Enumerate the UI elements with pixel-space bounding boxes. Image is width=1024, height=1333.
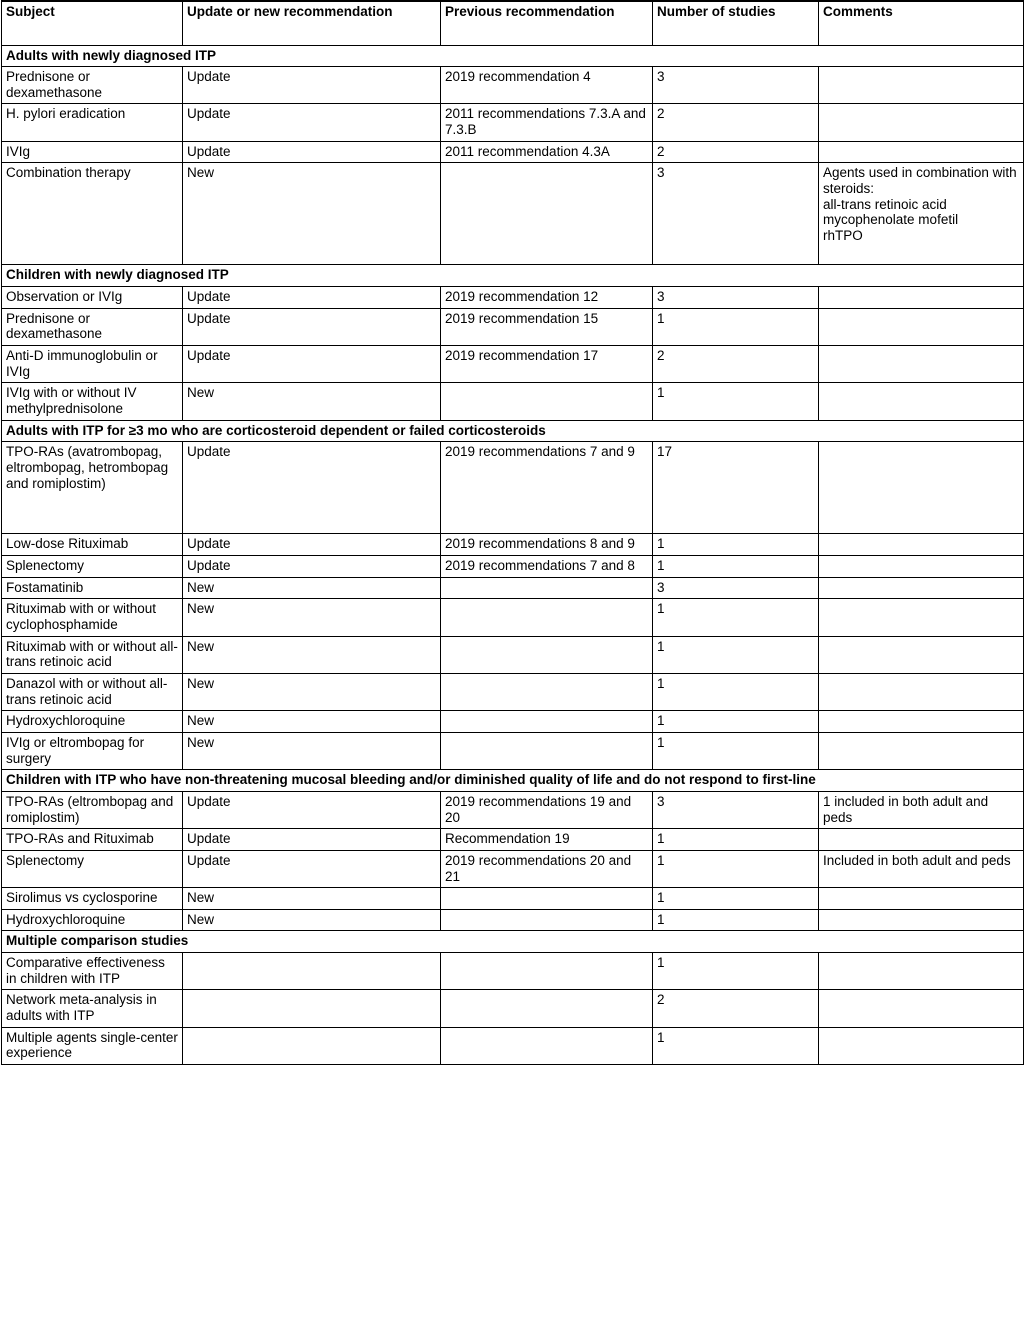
table-row bbox=[2, 67, 1024, 104]
cell-previous-recommendation bbox=[441, 673, 653, 710]
cell-update-or-new-recommendation: New bbox=[183, 732, 441, 769]
cell-update-or-new-recommendation: New bbox=[183, 888, 441, 910]
cell-subject: Danazol with or without all-trans retinoic acid bbox=[2, 673, 183, 710]
table-row bbox=[2, 636, 1024, 673]
cell-previous-recommendation: 2019 recommendations 7 and 8 bbox=[441, 556, 653, 578]
cell-number-of-studies: 1 bbox=[653, 599, 819, 636]
cell-previous-recommendation: 2011 recommendations 7.3.A and 7.3.B bbox=[441, 104, 653, 141]
cell-previous-recommendation: 2019 recommendation 15 bbox=[441, 308, 653, 345]
cell-comments bbox=[819, 829, 1024, 851]
cell-update-or-new-recommendation: Update bbox=[183, 308, 441, 345]
table-row bbox=[2, 909, 1024, 931]
table-body bbox=[2, 45, 1024, 1065]
cell-number-of-studies: 1 bbox=[653, 308, 819, 345]
cell-subject: Combination therapy bbox=[2, 163, 183, 265]
table-row bbox=[2, 534, 1024, 556]
cell-update-or-new-recommendation: Update bbox=[183, 104, 441, 141]
column-header-comments: Comments bbox=[819, 1, 1024, 45]
section-label: Multiple comparison studies bbox=[2, 931, 1024, 953]
cell-subject: Sirolimus vs cyclosporine bbox=[2, 888, 183, 910]
cell-number-of-studies: 1 bbox=[653, 850, 819, 887]
cell-number-of-studies: 1 bbox=[653, 829, 819, 851]
table-row bbox=[2, 673, 1024, 710]
table-row bbox=[2, 346, 1024, 383]
cell-number-of-studies: 2 bbox=[653, 141, 819, 163]
cell-subject: TPO-RAs and Rituximab bbox=[2, 829, 183, 851]
cell-comments bbox=[819, 534, 1024, 556]
cell-comments bbox=[819, 732, 1024, 769]
table-section-row bbox=[2, 265, 1024, 287]
cell-subject: Rituximab with or without all-trans retinoic acid bbox=[2, 636, 183, 673]
cell-previous-recommendation bbox=[441, 636, 653, 673]
cell-number-of-studies: 1 bbox=[653, 711, 819, 733]
cell-previous-recommendation bbox=[441, 990, 653, 1027]
table-row bbox=[2, 577, 1024, 599]
section-label: Adults with ITP for ≥3 mo who are corticosteroid dependent or failed corticosteroids bbox=[2, 420, 1024, 442]
cell-comments bbox=[819, 383, 1024, 420]
table-row bbox=[2, 141, 1024, 163]
table-section-row bbox=[2, 420, 1024, 442]
table-section-row bbox=[2, 931, 1024, 953]
cell-number-of-studies: 3 bbox=[653, 163, 819, 265]
cell-previous-recommendation: Recommendation 19 bbox=[441, 829, 653, 851]
cell-previous-recommendation bbox=[441, 909, 653, 931]
cell-comments bbox=[819, 599, 1024, 636]
column-header-update-or-new-recommendation: Update or new recommendation bbox=[183, 1, 441, 45]
cell-subject: Rituximab with or without cyclophosphamide bbox=[2, 599, 183, 636]
cell-comments bbox=[819, 577, 1024, 599]
cell-previous-recommendation bbox=[441, 1027, 653, 1064]
cell-subject: Splenectomy bbox=[2, 556, 183, 578]
cell-number-of-studies: 1 bbox=[653, 383, 819, 420]
cell-subject: TPO-RAs (eltrombopag and romiplostim) bbox=[2, 791, 183, 828]
cell-comments bbox=[819, 104, 1024, 141]
cell-comments bbox=[819, 888, 1024, 910]
cell-previous-recommendation: 2019 recommendations 7 and 9 bbox=[441, 442, 653, 534]
cell-number-of-studies: 17 bbox=[653, 442, 819, 534]
cell-update-or-new-recommendation: Update bbox=[183, 442, 441, 534]
cell-previous-recommendation: 2019 recommendations 8 and 9 bbox=[441, 534, 653, 556]
section-label: Adults with newly diagnosed ITP bbox=[2, 45, 1024, 67]
cell-update-or-new-recommendation: Update bbox=[183, 556, 441, 578]
cell-previous-recommendation: 2019 recommendations 20 and 21 bbox=[441, 850, 653, 887]
cell-number-of-studies: 1 bbox=[653, 673, 819, 710]
cell-previous-recommendation bbox=[441, 953, 653, 990]
cell-subject: Splenectomy bbox=[2, 850, 183, 887]
cell-number-of-studies: 3 bbox=[653, 791, 819, 828]
table-row bbox=[2, 308, 1024, 345]
cell-comments bbox=[819, 141, 1024, 163]
cell-number-of-studies: 2 bbox=[653, 104, 819, 141]
cell-update-or-new-recommendation: Update bbox=[183, 141, 441, 163]
table-row bbox=[2, 383, 1024, 420]
cell-comments bbox=[819, 1027, 1024, 1064]
cell-subject: Low-dose Rituximab bbox=[2, 534, 183, 556]
table-row bbox=[2, 888, 1024, 910]
cell-number-of-studies: 1 bbox=[653, 1027, 819, 1064]
cell-update-or-new-recommendation: New bbox=[183, 909, 441, 931]
cell-comments bbox=[819, 346, 1024, 383]
cell-subject: Hydroxychloroquine bbox=[2, 711, 183, 733]
cell-comments: Agents used in combination with steroids: all-trans retinoic acid mycophenolate mofetil rhTPO bbox=[819, 163, 1024, 265]
cell-previous-recommendation bbox=[441, 599, 653, 636]
table-row bbox=[2, 711, 1024, 733]
cell-subject: IVIg or eltrombopag for surgery bbox=[2, 732, 183, 769]
cell-subject: Observation or IVIg bbox=[2, 287, 183, 309]
cell-comments bbox=[819, 287, 1024, 309]
column-header-previous-recommendation: Previous recommendation bbox=[441, 1, 653, 45]
cell-number-of-studies: 3 bbox=[653, 287, 819, 309]
table-row bbox=[2, 829, 1024, 851]
table-row bbox=[2, 1027, 1024, 1064]
cell-update-or-new-recommendation: New bbox=[183, 577, 441, 599]
cell-comments bbox=[819, 308, 1024, 345]
cell-subject: Comparative effectiveness in children with ITP bbox=[2, 953, 183, 990]
table-section-row bbox=[2, 770, 1024, 792]
table-row bbox=[2, 732, 1024, 769]
table-row bbox=[2, 442, 1024, 534]
cell-number-of-studies: 1 bbox=[653, 909, 819, 931]
cell-number-of-studies: 1 bbox=[653, 556, 819, 578]
table-row bbox=[2, 990, 1024, 1027]
cell-comments bbox=[819, 67, 1024, 104]
cell-subject: IVIg bbox=[2, 141, 183, 163]
cell-update-or-new-recommendation: New bbox=[183, 599, 441, 636]
cell-subject: IVIg with or without IV methylprednisolone bbox=[2, 383, 183, 420]
cell-previous-recommendation bbox=[441, 732, 653, 769]
recommendations-table bbox=[1, 0, 1024, 1065]
table-row bbox=[2, 556, 1024, 578]
cell-number-of-studies: 2 bbox=[653, 346, 819, 383]
cell-number-of-studies: 3 bbox=[653, 67, 819, 104]
column-header-subject: Subject bbox=[2, 1, 183, 45]
column-header-number-of-studies: Number of studies bbox=[653, 1, 819, 45]
cell-number-of-studies: 1 bbox=[653, 953, 819, 990]
cell-comments bbox=[819, 673, 1024, 710]
cell-number-of-studies: 3 bbox=[653, 577, 819, 599]
table-row bbox=[2, 287, 1024, 309]
cell-subject: Network meta-analysis in adults with ITP bbox=[2, 990, 183, 1027]
cell-previous-recommendation bbox=[441, 577, 653, 599]
table-row bbox=[2, 953, 1024, 990]
cell-comments bbox=[819, 556, 1024, 578]
cell-update-or-new-recommendation: New bbox=[183, 711, 441, 733]
cell-previous-recommendation bbox=[441, 383, 653, 420]
cell-subject: Fostamatinib bbox=[2, 577, 183, 599]
cell-previous-recommendation: 2019 recommendations 19 and 20 bbox=[441, 791, 653, 828]
cell-previous-recommendation bbox=[441, 163, 653, 265]
cell-comments: Included in both adult and peds bbox=[819, 850, 1024, 887]
cell-update-or-new-recommendation: Update bbox=[183, 791, 441, 828]
table-row bbox=[2, 163, 1024, 265]
cell-previous-recommendation bbox=[441, 711, 653, 733]
cell-update-or-new-recommendation: Update bbox=[183, 346, 441, 383]
cell-subject: TPO-RAs (avatrombopag, eltrombopag, hetrombopag and romiplostim) bbox=[2, 442, 183, 534]
cell-comments bbox=[819, 953, 1024, 990]
cell-update-or-new-recommendation bbox=[183, 990, 441, 1027]
cell-comments bbox=[819, 909, 1024, 931]
section-label: Children with newly diagnosed ITP bbox=[2, 265, 1024, 287]
section-label: Children with ITP who have non-threatening mucosal bleeding and/or diminished quality of life and do not respond to first-line bbox=[2, 770, 1024, 792]
table-header-row bbox=[2, 1, 1024, 45]
cell-update-or-new-recommendation: Update bbox=[183, 67, 441, 104]
cell-subject: Anti-D immunoglobulin or IVIg bbox=[2, 346, 183, 383]
cell-previous-recommendation bbox=[441, 888, 653, 910]
cell-number-of-studies: 1 bbox=[653, 888, 819, 910]
cell-number-of-studies: 1 bbox=[653, 732, 819, 769]
cell-comments bbox=[819, 711, 1024, 733]
cell-comments bbox=[819, 442, 1024, 534]
cell-update-or-new-recommendation: New bbox=[183, 383, 441, 420]
cell-update-or-new-recommendation bbox=[183, 953, 441, 990]
cell-update-or-new-recommendation: Update bbox=[183, 850, 441, 887]
cell-number-of-studies: 2 bbox=[653, 990, 819, 1027]
cell-update-or-new-recommendation: Update bbox=[183, 287, 441, 309]
cell-previous-recommendation: 2011 recommendation 4.3A bbox=[441, 141, 653, 163]
cell-subject: H. pylori eradication bbox=[2, 104, 183, 141]
cell-comments bbox=[819, 636, 1024, 673]
cell-previous-recommendation: 2019 recommendation 12 bbox=[441, 287, 653, 309]
cell-update-or-new-recommendation: New bbox=[183, 673, 441, 710]
cell-update-or-new-recommendation: New bbox=[183, 163, 441, 265]
table-row bbox=[2, 104, 1024, 141]
cell-subject: Hydroxychloroquine bbox=[2, 909, 183, 931]
cell-update-or-new-recommendation bbox=[183, 1027, 441, 1064]
cell-previous-recommendation: 2019 recommendation 17 bbox=[441, 346, 653, 383]
table-section-row bbox=[2, 45, 1024, 67]
cell-subject: Prednisone or dexamethasone bbox=[2, 67, 183, 104]
cell-number-of-studies: 1 bbox=[653, 636, 819, 673]
cell-subject: Multiple agents single-center experience bbox=[2, 1027, 183, 1064]
table-row bbox=[2, 791, 1024, 828]
cell-update-or-new-recommendation: Update bbox=[183, 829, 441, 851]
cell-comments bbox=[819, 990, 1024, 1027]
cell-previous-recommendation: 2019 recommendation 4 bbox=[441, 67, 653, 104]
cell-subject: Prednisone or dexamethasone bbox=[2, 308, 183, 345]
cell-update-or-new-recommendation: Update bbox=[183, 534, 441, 556]
cell-update-or-new-recommendation: New bbox=[183, 636, 441, 673]
table-row bbox=[2, 850, 1024, 887]
cell-number-of-studies: 1 bbox=[653, 534, 819, 556]
table-header bbox=[2, 1, 1024, 45]
cell-comments: 1 included in both adult and peds bbox=[819, 791, 1024, 828]
table-row bbox=[2, 599, 1024, 636]
